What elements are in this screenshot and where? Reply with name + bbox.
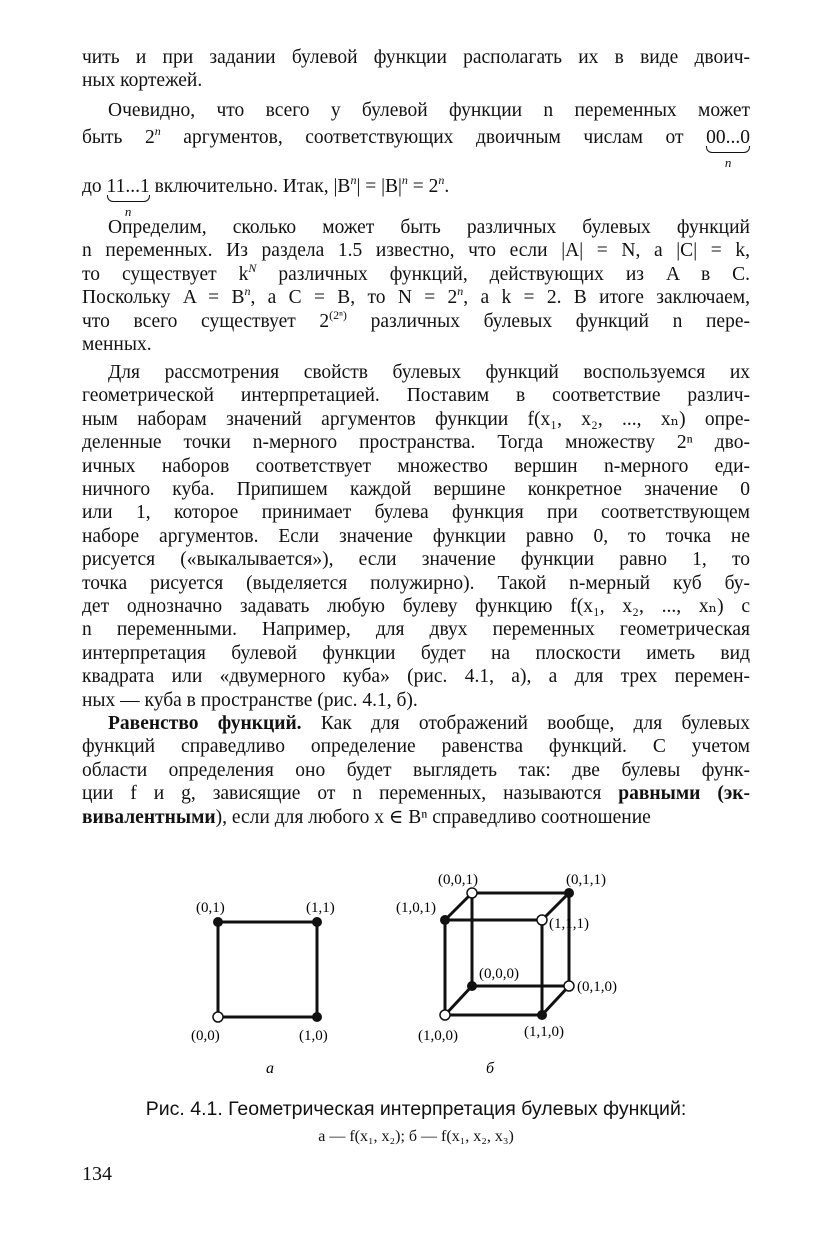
vertex-filled: [312, 917, 322, 927]
zeros-underbrace: 00...0 n: [706, 127, 750, 171]
term-function-equality: Равенство функций.: [108, 713, 302, 734]
subfigure-b: б: [486, 1060, 495, 1077]
text-line: Определим, сколько может быть различных булевых функций: [108, 217, 750, 238]
text-line: что всего существует $2^{(2^n)}$ различных булевых функций n пере-: [82, 307, 750, 332]
vertex-filled: [537, 1010, 547, 1020]
vertex-empty: [467, 888, 477, 898]
square-label-br: (1,0): [299, 1028, 328, 1044]
text-line: Поскольку $A = B^n$, а C = B, то $N = 2^n$, а k = 2. В итоге заключаем,: [82, 284, 750, 309]
text-line: дет однозначно задавать любую булеву функцию f(x₁, x₂, ..., xₙ) с: [82, 596, 750, 618]
vertex-filled: [467, 981, 477, 991]
text-line: то существует $k^N$ различных функций, действующих из A в C.: [82, 260, 750, 285]
paragraph-arguments-count: [82, 99, 750, 171]
text-line: Для рассмотрения свойств булевых функций воспользуемся их: [108, 362, 750, 383]
text-line: Равенство функций. Как для отображений вообще, для булевых: [108, 713, 750, 734]
square-label-bl: (0,0): [191, 1028, 220, 1044]
text-line: вивалентными), если для любого x ∈ Bⁿ справедливо соотношение: [82, 806, 651, 828]
text-line: n переменных. Из раздела 1.5 известно, что если |A| = N, а |C| = k,: [82, 240, 750, 262]
square-label-tr: (1,1): [306, 900, 335, 916]
subfigure-a: а: [266, 1060, 274, 1077]
square-diagram: [218, 922, 317, 1017]
vertex-filled: [564, 888, 574, 898]
text-line: интерпретация булевой функции будет на плоскости иметь вид: [82, 642, 750, 664]
paragraph-geometric-interpretation: [82, 361, 750, 712]
text-line: менных.: [82, 334, 152, 356]
text-line: Очевидно, что всего у булевой функции n переменных может: [108, 100, 750, 121]
figure-caption: Рис. 4.1. Геометрическая интерпретация булевых функций:: [145, 1098, 687, 1120]
cube-label-front-tl: (1,0,1): [396, 900, 436, 916]
paragraph-continuation: [82, 46, 750, 93]
cube-label-back-br: (0,1,0): [577, 979, 617, 995]
vertex-empty: [564, 981, 574, 991]
cube-diagram: [445, 893, 569, 1015]
figure-caption-sub: а — f(x₁, x₂); б — f(x₁, x₂, x₃): [318, 1128, 514, 1145]
vertex-filled: [213, 917, 223, 927]
text-line: чить и при задании булевой функции располагать их в виде двоич-: [82, 47, 750, 68]
cube-label-back-tl: (0,0,1): [438, 872, 478, 888]
ones-underbrace: 11...1 n: [106, 176, 150, 219]
cube-label-front-tr: (1,1,1): [549, 916, 589, 932]
text-line: ных кортежей.: [82, 70, 203, 92]
paragraph-function-equality: [82, 712, 750, 829]
text-line: ным наборам значений аргументов функции f(x₁, x₂, ..., xₙ) опре-: [82, 408, 750, 430]
square-edges: [218, 922, 317, 1017]
text-line: рисуется («выкалывается»), если значение функции равно 1, то: [82, 549, 750, 571]
text-line: ции f и g, зависящие от n переменных, называются равными (эк-: [82, 783, 750, 805]
text-line: наборе аргументов. Если значение функции равно 0, то точка не: [82, 525, 750, 547]
text-line: геометрической интерпретацией. Поставим в соответствие различ-: [82, 385, 750, 407]
cube-label-back-tr: (0,1,1): [566, 872, 606, 888]
cube-label-back-bl: (0,0,0): [479, 966, 519, 982]
figure-4-1: [0, 860, 827, 1090]
vertex-empty: [213, 1012, 223, 1022]
text-line: функций справедливо определение равенства функций. С учетом: [82, 736, 750, 758]
cube-label-front-br: (1,1,0): [524, 1024, 564, 1040]
text-line: до 11...1 n включительно. Итак, $|B^n| = |B|^n = 2^n$.: [82, 173, 450, 219]
text-line: n переменными. Например, для двух переменных геометрическая: [82, 619, 750, 641]
vertex-empty: [537, 915, 547, 925]
square-label-tl: (0,1): [196, 900, 225, 916]
paragraph-arguments-count-end: [82, 173, 750, 219]
text-line: области определения оно будет выглядеть так: две булевы функ-: [82, 759, 750, 781]
paragraph-function-count: [82, 216, 750, 356]
vertex-empty: [440, 1010, 450, 1020]
text-line: квадрата или «двумерного куба» (рис. 4.1, а), а для трех перемен-: [82, 666, 750, 688]
text-line: ничного куба. Припишем каждой вершине конкретное значение 0: [82, 479, 750, 501]
text-line: ичных наборов соответствует множество вершин n-мерного еди-: [82, 455, 750, 477]
text-line: ных — куба в пространстве (рис. 4.1, б).: [82, 689, 418, 711]
text-line: деленные точки n-мерного пространства. Тогда множеству 2ⁿ дво-: [82, 432, 750, 454]
page-number: 134: [82, 1163, 112, 1185]
text-line: точка рисуется (выделяется полужирно). Такой n-мерный куб бу-: [82, 572, 750, 594]
vertex-filled: [312, 1012, 322, 1022]
vertex-filled: [440, 915, 450, 925]
text-line: или 1, которое принимает булева функция при соответствующем: [82, 502, 750, 524]
text-line: быть 2$^n$ аргументов, соответствующих двоичным числам от 00...0 n: [82, 124, 750, 171]
cube-label-front-bl: (1,0,0): [418, 1028, 458, 1044]
